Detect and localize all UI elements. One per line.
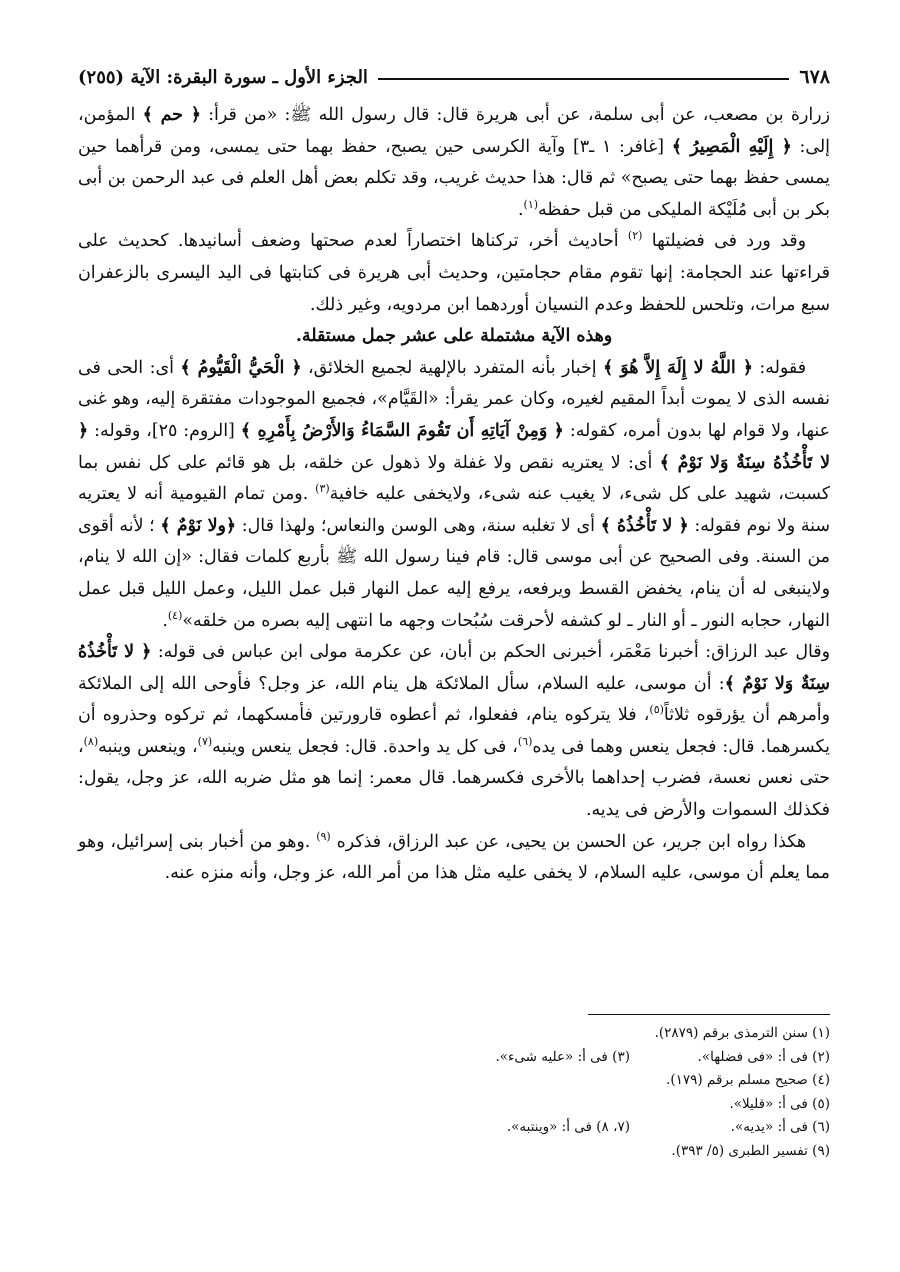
paragraph-3 bbox=[78, 353, 830, 637]
footnote-ref[interactable]: (٢) bbox=[627, 229, 643, 243]
running-title: الجزء الأول ـ سورة البقرة: الآية (٢٥٥) bbox=[78, 66, 368, 88]
footnote-ref[interactable]: (٨) bbox=[83, 735, 99, 749]
quran-quote: ﴿ولا نَوْمٌ ﴾ bbox=[160, 515, 237, 536]
paragraph-1 bbox=[78, 100, 830, 226]
text: ، وينعس وينبه bbox=[98, 736, 198, 757]
footnote-ref[interactable]: (٤) bbox=[167, 608, 183, 622]
footnote-4: (٤) صحيح مسلم برقم (١٧٩). bbox=[666, 1072, 830, 1089]
text: : أن موسى، عليه السلام، سأل الملائكة هل ينام الله، عز وجل؟ فأوحى الله إلى الملائكة وأمرهم أن يؤرقوه ثلاثاً bbox=[78, 673, 831, 726]
quran-quote: ﴿ لا تَأْخُذُهُ سِنَةٌ وَلا نَوْمٌ ﴾ bbox=[78, 420, 830, 473]
footnote-5: (٥) فى أ: «قليلا». bbox=[729, 1095, 830, 1112]
text: أى: الحى فى نفسه الذى لا يموت أبداً المقيم لغيره، وكان عمر يقرأ: «القَيَّام»، فجميع الموجودات مفتقرة إليه، وهو غنى عنها، ولا قوام لها بدون أمره، كقوله: bbox=[78, 357, 830, 441]
header-rule bbox=[378, 78, 789, 80]
paragraph-2 bbox=[78, 226, 830, 321]
text: هكذا رواه ابن جرير، عن الحسن بن يحيى، عن عبد الرزاق، فذكره bbox=[330, 831, 806, 852]
quran-quote: ﴿ اللَّهُ لا إِلَهَ إِلاَّ هُوَ ﴾ bbox=[603, 357, 753, 378]
page-body bbox=[78, 100, 830, 890]
quran-quote: ﴿ وَمِنْ آيَاتِهِ أَن تَقُومَ السَّمَاءُ وَالأَرْضُ بِأَمْرِهِ ﴾ bbox=[240, 420, 564, 441]
text: .وهو من أخبار بنى إسرائيل، وهو مما يعلم أن موسى، عليه السلام، لا يخفى عليه مثل هذا من أمر الله، عز وجل، وأنه منزه عنه. bbox=[78, 831, 830, 884]
footnote-3: (٣) فى أ: «عليه شىء». bbox=[495, 1048, 630, 1065]
footnote-line bbox=[78, 1022, 830, 1046]
text: ، حتى نعس نعسة، فضرب إحداهما بالأخرى فكسرهما. قال معمر: إنما هو مثل ضربه الله، عز وجل، يقول: فكذلك السموات والأرض فى يديه. bbox=[78, 736, 830, 821]
footnotes bbox=[78, 1022, 830, 1164]
footnote-ref[interactable]: (٩) bbox=[316, 829, 331, 843]
text: .ومن تمام القيومية أنه لا يعتريه سنة ولا نوم فقوله: bbox=[78, 484, 831, 536]
paragraph-5 bbox=[78, 827, 830, 890]
page-number: ٦٧٨ bbox=[799, 66, 830, 88]
footnote-ref[interactable]: (١) bbox=[523, 197, 539, 211]
footnote-1: (١) سنن الترمذى برقم (٢٨٧٩). bbox=[654, 1025, 830, 1041]
text: المؤمن، إلى: bbox=[78, 105, 830, 157]
footnote-line bbox=[78, 1046, 830, 1070]
footnote-2: (٢) فى أ: «فى فضلها». bbox=[697, 1048, 830, 1065]
footnote-7-8: (٧، ٨) فى أ: «وينتبه». bbox=[506, 1119, 630, 1136]
text: وقال عبد الرزاق: أخبرنا مَعْمَر، أخبرنى الحكم بن أبان، عن عكرمة مولى ابن عباس فى قوله: bbox=[151, 642, 830, 663]
quran-quote: ﴿ الْحَيُّ الْقَيُّومُ ﴾ bbox=[180, 357, 302, 378]
footnote-ref[interactable]: (٦) bbox=[517, 735, 533, 749]
text: . bbox=[518, 199, 524, 220]
text: ، فى كل يد واحدة. قال: فجعل ينعس وينبه bbox=[212, 736, 518, 757]
quran-quote: ﴿ لا تَأْخُذُهُ سِنَةٌ وَلا نَوْمٌ ﴾ bbox=[78, 642, 831, 694]
section-heading: وهذه الآية مشتملة على عشر جمل مستقلة. bbox=[295, 326, 613, 347]
footnote-line bbox=[78, 1140, 830, 1164]
text: أى لا تغلبه سنة، وهى الوسن والنعاس؛ ولهذا قال: bbox=[236, 515, 601, 536]
quran-quote: ﴿ إِلَيْهِ الْمَصِيرُ ﴾ bbox=[671, 136, 792, 157]
footnote-6: (٦) فى أ: «يديه». bbox=[730, 1119, 830, 1136]
footnote-line bbox=[78, 1116, 830, 1140]
text: إخبار بأنه المتفرد بالإلهية لجميع الخلائق، bbox=[301, 357, 604, 378]
text: ؛ لأنه أقوى من السنة. وفى الصحيح عن أبى موسى قال: قام فينا رسول الله ﷺ بأربع كلمات فقال: «إن الله لا ينام، ولاينبغى له أن ينام، يخفض القسط ويرفعه، يرفع إليه عمل النهار قبل عمل الليل، وعمل الليل قبل عمل النهار، حجابه النور ـ أو النار ـ لو كشفه لأحرقت سُبُحات وجهه ما انتهى إليه بصره من خلقه» bbox=[78, 515, 830, 631]
running-header bbox=[78, 62, 830, 92]
text: أى: لا يعتريه نقص ولا غفلة ولا ذهول عن خلقه، بل هو قائم على كل نفس بما كسبت، شهيد على كل شىء، لا يغيب عنه شىء، ولايخفى عليه خافية bbox=[78, 452, 830, 505]
footnote-ref[interactable]: (٣) bbox=[315, 482, 330, 496]
quran-quote: ﴿ حم ﴾ bbox=[142, 105, 201, 125]
footnote-ref[interactable]: (٥) bbox=[649, 703, 664, 717]
text: فقوله: bbox=[752, 357, 807, 378]
footnote-ref[interactable]: (٧) bbox=[197, 735, 213, 749]
footnote-line bbox=[78, 1093, 830, 1117]
text: . bbox=[162, 610, 168, 631]
paragraph-4 bbox=[78, 637, 830, 827]
footnote-9: (٩) تفسير الطبرى (٥/ ٣٩٣). bbox=[671, 1142, 830, 1159]
text: وقد ورد فى فضيلتها bbox=[642, 231, 806, 252]
text: أحاديث أخر، تركناها اختصاراً لعدم صحتها وضعف أسانيدها. كحديث على قراءتها عند الحجامة: إنها تقوم مقام حجامتين، وحديث أبى هريرة فى كتابتها فى اليد اليسرى بالزعفران سبع مرات، وتلحس للحفظ وعدم النسيان أوردهما ابن مردويه، وغير ذلك. bbox=[78, 231, 830, 315]
footnote-line bbox=[78, 1069, 830, 1093]
footnotes-separator bbox=[588, 1014, 830, 1015]
text: [غافر: ١ ـ٣] وآية الكرسى حين يصبح، حفظ بهما حتى يمسى، ومن قرأهما حين يمسى حفظ بهما حتى يصبح» ثم قال: هذا حديث غريب، وقد تكلم بعض أهل العلم فى عبد الرحمن بن أبى بكر بن أبى مُلَيْكة المليكى من قبل حفظه bbox=[78, 136, 830, 220]
text: ، فلا يتركوه ينام، ففعلوا، ثم أعطوه قارورتين فأمسكهما، ثم تركوه وحذروه أن يكسرهما. قال: فجعل ينعس وهما فى يده bbox=[78, 705, 830, 757]
text: زرارة بن مصعب، عن أبى سلمة، عن أبى هريرة قال: قال رسول الله ﷺ: «من قرأ: bbox=[200, 105, 830, 125]
quran-quote: ﴿ لا تَأْخُذُهُ ﴾ bbox=[600, 515, 689, 536]
text: [الروم: ٢٥]، وقوله: bbox=[88, 420, 241, 441]
